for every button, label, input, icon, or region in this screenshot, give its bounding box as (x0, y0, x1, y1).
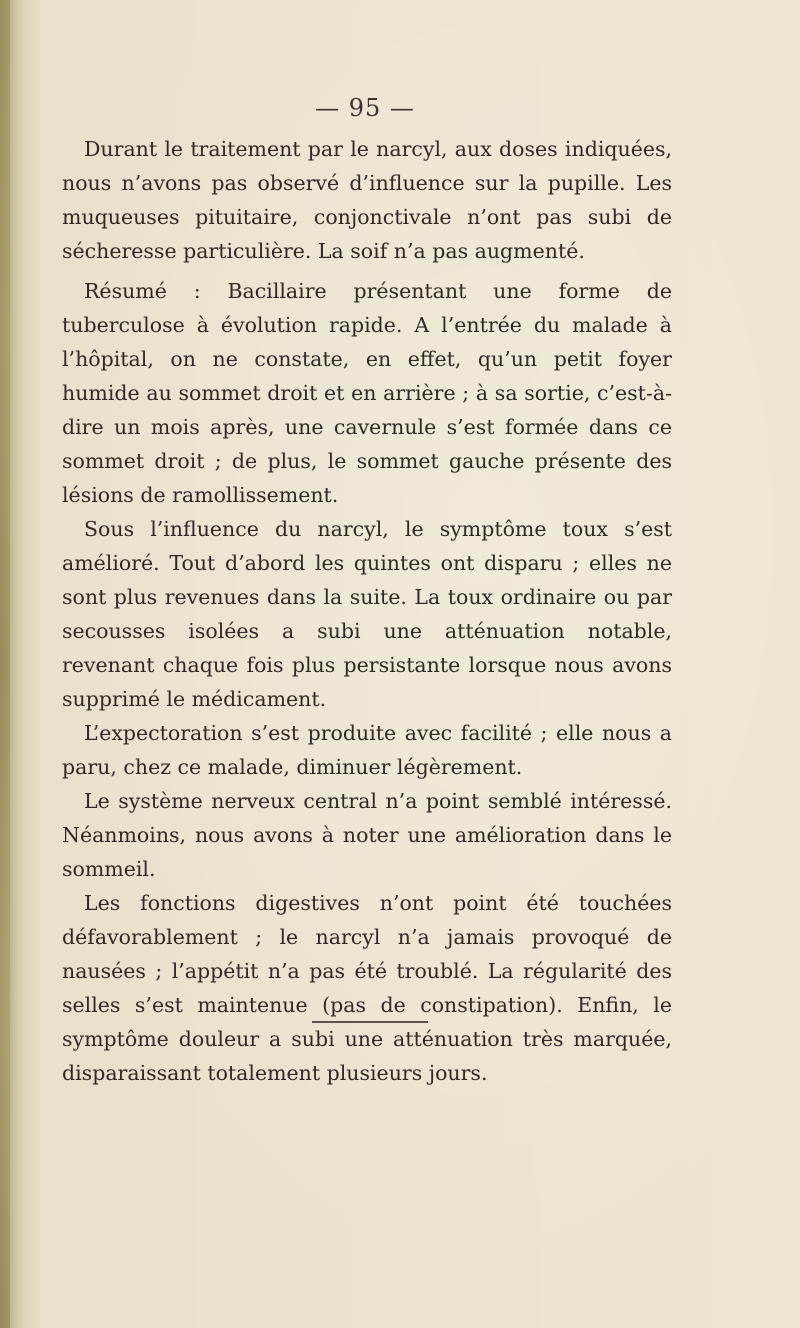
paragraph-expectoration: L’expectoration s’est produite avec facilité ; elle nous a paru, chez ce malade, diminuer légèrement. (62, 721, 672, 779)
page-number: — 95 — (315, 94, 415, 122)
paragraph-toux: Sous l’influence du narcyl, le symptôme toux s’est amélioré. Tout d’abord les quintes ont disparu ; elles ne sont plus revenues dans la suite. La toux ordinaire ou par secousses isolées a subi une atténuation notable, revenant chaque fois plus persistante lorsque nous avons supprimé le médicament. (62, 517, 672, 711)
paragraph-fonctions-digestives: Les fonctions digestives n’ont point été touchées défavorablement ; le narcyl n’a jamais provoqué de nausées ; l’appétit n’a pas été troublé. La régularité des selles s’est maintenue (pas de constipation). Enfin, le symptôme douleur a subi une atténuation très marquée, disparaissant totalement plusieurs jours. (62, 891, 672, 1085)
page-binding-edge (0, 0, 42, 1328)
paragraph-pupille: Durant le traitement par le narcyl, aux doses indiquées, nous n’avons pas observé d’influence sur la pupille. Les muqueuses pituitaire, conjonctivale n’ont pas subi de sécheresse particulière. La soif n’a pas augmenté. (62, 137, 672, 263)
section-divider-rule (312, 1021, 428, 1023)
paragraph-resume: Résumé : Bacillaire présentant une forme de tuberculose à évolution rapide. A l’entrée du malade à l’hôpital, on ne constate, en effet, qu’un petit foyer humide au sommet droit et en arrière ; à sa sortie, c’est-à-dire un mois après, une cavernule s’est formée dans ce sommet droit ; de plus, le sommet gauche présente des lésions de ramollissement. (62, 279, 672, 507)
body-text (62, 132, 672, 1090)
paragraph-systeme-nerveux: Le système nerveux central n’a point semblé intéressé. Néanmoins, nous avons à noter une amélioration dans le sommeil. (62, 789, 672, 881)
